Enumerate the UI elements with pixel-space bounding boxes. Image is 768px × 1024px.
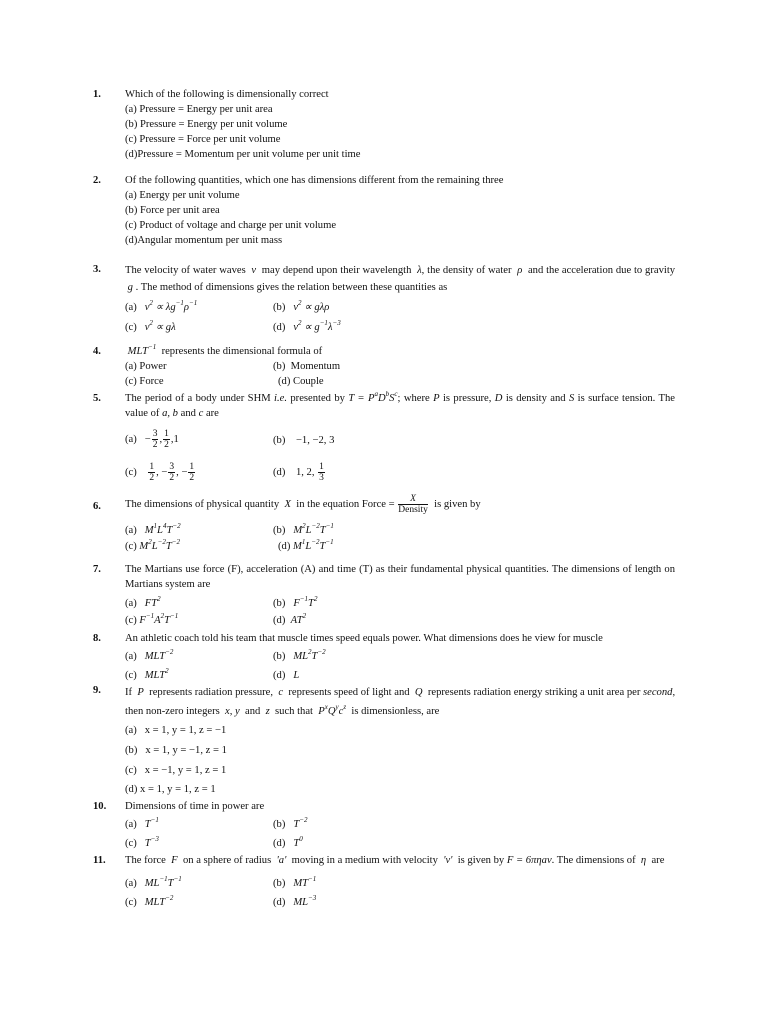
options (125, 300, 675, 340)
option-a: (a) $M^1L^4T^{-2}$ (125, 522, 181, 536)
option-c: (c) $v^2 \propto g\lambda$ (125, 319, 176, 333)
option-d: (d) $T^0$ (273, 835, 303, 849)
options (125, 876, 675, 912)
option-b: (b) Momentum (273, 361, 341, 372)
question-body (125, 87, 675, 162)
option: (d)Pressure = Momentum per unit volume per unit time (125, 149, 361, 160)
options (125, 359, 675, 389)
question-number: 11. (93, 855, 106, 866)
option-c: (c) $\frac{1}{2}$ , − $\frac{3}{2}$ , − $\frac{1}{2}$ (125, 462, 195, 483)
question-text: If P represents radiation pressure, c represents speed of light and Q represents radiation energy striking a unit area per second, then non-zero integers x, y and z such that $P^xQ^yc^z$ is dimensionless, are (125, 687, 676, 717)
option: (a) Energy per unit volume (125, 190, 240, 201)
option-b: (b) x = 1, y = −1, z = 1 (125, 745, 227, 756)
question-number: 9. (93, 685, 101, 696)
question-body (125, 262, 675, 340)
options (125, 817, 675, 853)
question-body (125, 494, 675, 555)
question-body (125, 173, 675, 248)
option-b: (b) $v^2 \propto g\lambda\rho$ (273, 299, 330, 313)
question-number: 7. (93, 564, 101, 575)
option-a: (a) x = 1, y = 1, z = −1 (125, 725, 227, 736)
option-c: (c) MLT$^2$ (125, 667, 169, 681)
option: (a) Pressure = Energy per unit area (125, 104, 273, 115)
question-body (125, 391, 675, 487)
question-number: 4. (93, 346, 101, 357)
option-b: (b) $M^2L^{-2}T^{-1}$ (273, 522, 334, 536)
option-b: (b) $MT^{-1}$ (273, 875, 317, 889)
question-body (125, 799, 675, 853)
question-text: Which of the following is dimensionally correct (125, 89, 329, 100)
option-a: (a) − $\frac{3}{2}$ , $\frac{1}{2}$ ,1 (125, 429, 179, 450)
options (125, 649, 685, 685)
question-text: The dimensions of physical quantity X in the equation Force = $\frac{X}{\text{Density}}$ is given by (125, 494, 481, 515)
option: (b) Pressure = Energy per unit volume (125, 119, 288, 130)
option-c: (c) $M^2L^{-2}T^{-2}$ (125, 538, 181, 552)
question-text: The period of a body under SHM i.e. presented by $T = P^aD^bS^c$; where P is pressure, D is density and S is surface tension. The value of a, b and c are (125, 390, 675, 419)
question-number: 6. (93, 501, 101, 512)
option-d: (d) Couple (278, 376, 324, 387)
option-d: (d) $AT^2$ (273, 612, 307, 626)
option-d: (d) $v^2 \propto g^{-1}\lambda^{-3}$ (273, 319, 341, 333)
question-text: $MLT^{-1}$ represents the dimensional formula of (125, 343, 323, 357)
option: (d)Angular momentum per unit mass (125, 235, 283, 246)
option-row (125, 300, 685, 316)
option-c: (c) Force (125, 376, 164, 387)
options (125, 723, 675, 803)
question-body (125, 853, 675, 912)
question-body (125, 683, 675, 803)
fraction: $\frac{X}{\text{Density}}$ (398, 494, 428, 515)
question-text: Dimensions of time in power are (125, 801, 265, 812)
option: (b) Force per unit area (125, 205, 220, 216)
option-c: (c) x = −1, y = 1, z = 1 (125, 765, 227, 776)
option-b: (b) $ML^2T^{-2}$ (273, 648, 326, 662)
options (125, 596, 675, 630)
option-a: (a) $T^{-1}$ (125, 816, 159, 830)
question-number: 2. (93, 175, 101, 186)
option-d: (d) L (273, 670, 300, 681)
question-number: 1. (93, 89, 101, 100)
options (125, 523, 675, 555)
question-body (125, 344, 675, 389)
option-a: (a) $v^2 \propto \lambda g^{-1}\rho^{-1}$ (125, 299, 198, 313)
option: (c) Product of voltage and charge per unit volume (125, 220, 337, 231)
option-d: (d) 1, 2, $\frac{1}{3}$ (273, 462, 324, 483)
option-d: (d) x = 1, y = 1, z = 1 (125, 784, 216, 795)
option-a: (a) $MLT^{-2}$ (125, 648, 174, 662)
options (125, 429, 675, 487)
option-d: (d) $M^1L^{-2}T^{-1}$ (278, 538, 334, 552)
option: (c) Pressure = Force per unit volume (125, 134, 281, 145)
question-text: An athletic coach told his team that muscle times speed equals power. What dimensions does he view for muscle (125, 633, 603, 644)
question-text: The Martians use force (F), acceleration (A) and time (T) as their fundamental physical quantities. The dimensions of length on Martians system are (125, 564, 675, 590)
option-c: (c) $MLT^{-2}$ (125, 894, 174, 908)
option-b: (b) $F^{-1}T^2$ (273, 595, 318, 609)
question-number: 10. (93, 801, 107, 812)
question-number: 3. (93, 264, 101, 275)
option-d: (d) $ML^{-3}$ (273, 894, 317, 908)
option-a: (a) $FT^2$ (125, 595, 161, 609)
option-row (125, 320, 685, 336)
option-a: (a) $ML^{-1}T^{-1}$ (125, 875, 182, 889)
question-body (125, 562, 675, 630)
option-c: (c) $F^{-1}A^2T^{-1}$ (125, 612, 179, 626)
option-b: (b) $T^{-2}$ (273, 816, 308, 830)
question-text: The velocity of water waves v may depend upon their wavelength λ, the density of water ρ and the acceleration due to gravity g . The method of dimensions gives the relation between these quantities as (125, 265, 676, 293)
question-number: 5. (93, 393, 101, 404)
question-text: The force F on a sphere of radius 'a' moving in a medium with velocity 'v' is given by F = 6πηav. The dimensions of η are (125, 855, 665, 866)
option-c: (c) $T^{-3}$ (125, 835, 159, 849)
question-text: Of the following quantities, which one has dimensions different from the remaining three (125, 175, 504, 186)
question-body (125, 631, 685, 685)
question-number: 8. (93, 633, 101, 644)
option-a: (a) Power (125, 361, 167, 372)
option-b: (b) −1, −2, 3 (273, 435, 335, 446)
